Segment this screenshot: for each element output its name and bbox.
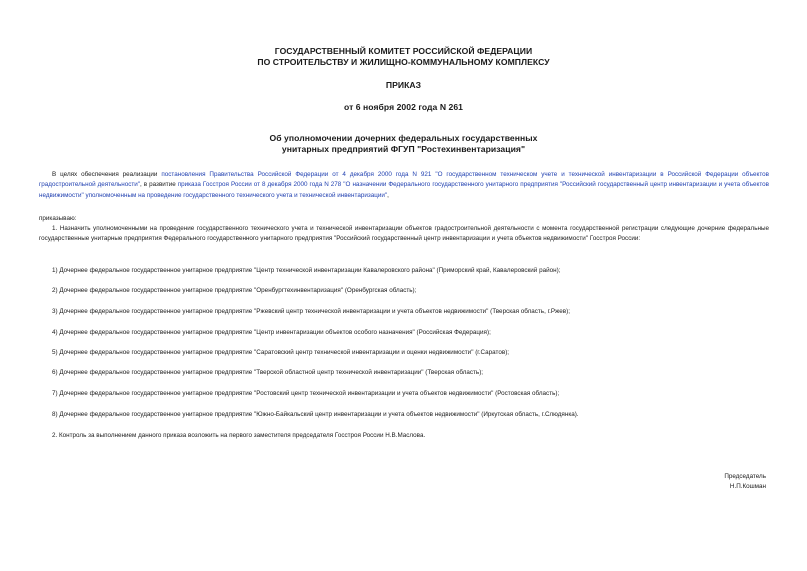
list-item: 2) Дочернее федеральное государственное унитарное предприятие "Оренбургтехинвентаризация" (Оренбургская область);	[52, 287, 417, 294]
document-title-line-2: унитарных предприятий ФГУП "Ростехинвентаризация"	[281, 144, 526, 154]
list-item: 3) Дочернее федеральное государственное унитарное предприятие "Ржевский центр технической инвентаризации и учета объектов недвижимости" (Тверская область, г.Ржев);	[52, 308, 570, 315]
issuer-line-2: ПО СТРОИТЕЛЬСТВУ И ЖИЛИЩНО-КОММУНАЛЬНОМУ КОМПЛЕКСУ	[257, 57, 550, 67]
point-2-paragraph: 2. Контроль за выполнением данного приказа возложить на первого заместителя председателя Госстроя России Н.В.Маслова.	[52, 432, 426, 439]
preamble-text-1: В целях обеспечения реализации	[52, 171, 162, 178]
issuer-line-1: ГОСУДАРСТВЕННЫЙ КОМИТЕТ РОССИЙСКОЙ ФЕДЕРАЦИИ	[274, 46, 533, 56]
list-item: 7) Дочернее федеральное государственное унитарное предприятие "Ростовский центр технической инвентаризации и учета объектов недвижимости" (Ростовская область);	[52, 390, 560, 397]
document-title-line-1: Об уполномочении дочерних федеральных государственных	[269, 133, 538, 143]
preamble-text-2: , в развитие	[140, 181, 178, 189]
preamble-paragraph	[39, 170, 769, 201]
signature-role: Председатель	[724, 473, 766, 480]
document-date-number: от 6 ноября 2002 года N 261	[344, 102, 463, 112]
preamble-text-3: ,	[387, 191, 389, 199]
list-item: 4) Дочернее федеральное государственное унитарное предприятие "Центр инвентаризации объектов особого назначения" (Российская Федерация);	[52, 329, 491, 336]
order-word: приказываю:	[39, 215, 77, 222]
gosstroy-order-link[interactable]: приказа Госстроя России от 8 декабря 2000 года N 278 "О назначении Федерального государственного унитарного предприятия "Российский государственный центр инвентаризации и учета объектов недвижимости" уполномоченным на проведение государственного технического учета и технической инвентаризации"	[39, 181, 769, 199]
list-item: 6) Дочернее федеральное государственное унитарное предприятие "Тверской областной центр технической инвентаризации" (Тверская область);	[52, 369, 484, 376]
signature-name: Н.П.Кошман	[729, 483, 766, 490]
point-1-paragraph: 1. Назначить уполномоченными на проведение государственного технического учета и технической инвентаризации объектов градостроительной деятельности с момента государственной регистрации следующие дочерние федеральные государственные унитарные предприятия Федерального государственного унитарного предприятия "Российский государственный центр инвентаризации и учета объектов недвижимости" Госстроя России:	[39, 225, 769, 243]
government-decree-link[interactable]: постановления Правительства Российской Федерации от 4 декабря 2000 года N 921 "О государственном техническом учете и технической инвентаризации в Российской Федерации объектов градостроительной деятельности"	[39, 171, 769, 189]
document-type: ПРИКАЗ	[385, 80, 422, 90]
list-item: 5) Дочернее федеральное государственное унитарное предприятие "Саратовский центр технической инвентаризации и оценки недвижимости" (г.Саратов);	[52, 349, 510, 356]
list-item: 8) Дочернее федеральное государственное унитарное предприятие "Южно-Байкальский центр инвентаризации и учета объектов недвижимости" (Иркутская область, г.Слюдянка).	[52, 411, 579, 418]
list-item: 1) Дочернее федеральное государственное унитарное предприятие "Центр технической инвентаризации Кавалеровского района" (Приморский край, Кавалеровский район);	[52, 267, 561, 274]
